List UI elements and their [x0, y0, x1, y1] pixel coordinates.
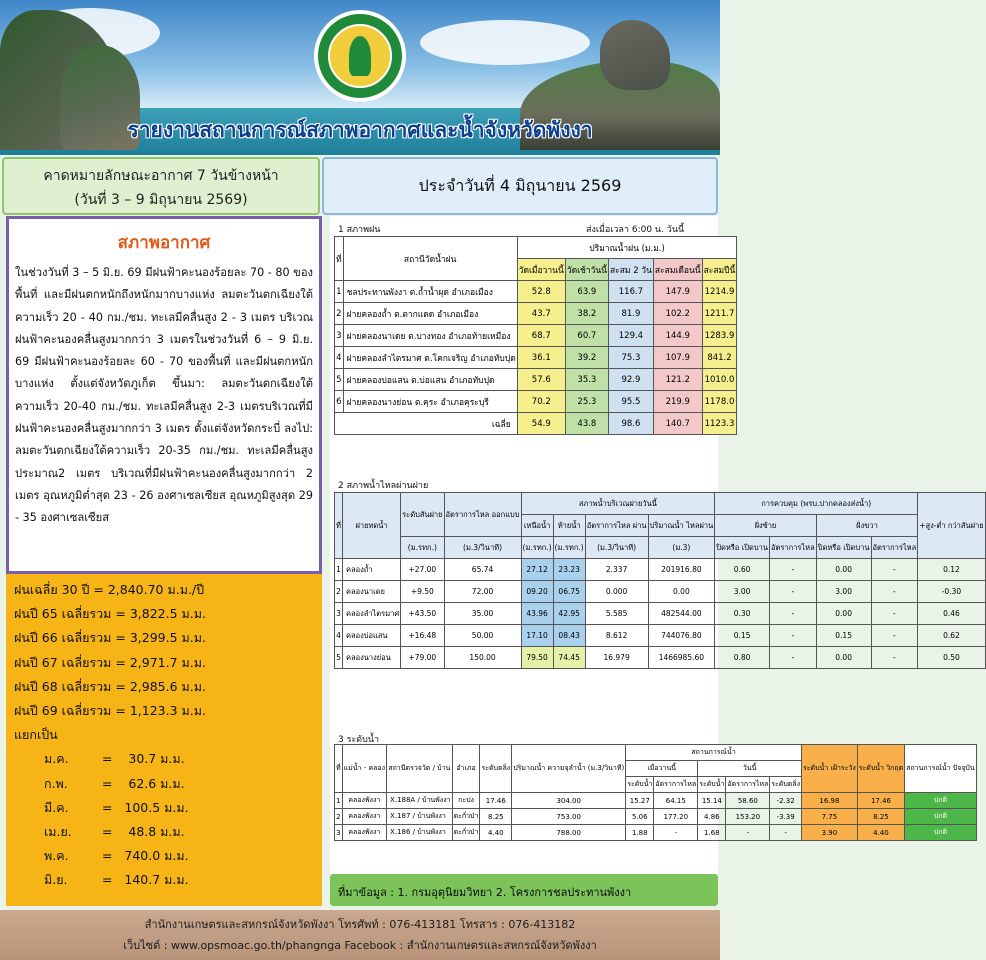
month-name: เม.ย. [44, 824, 72, 840]
col-right: ฝั่งขวา [816, 515, 918, 537]
col-lvl: ระดับน้ำ [698, 777, 726, 793]
cell-value: 177.20 [654, 809, 698, 825]
cell-value: 1178.0 [702, 391, 737, 413]
cell-value: - [770, 559, 817, 581]
cell-no: 2 [335, 809, 343, 825]
cell-no: 3 [335, 325, 344, 347]
cell-value: - [770, 647, 817, 669]
month-value: = 740.0 ม.ม. [102, 848, 189, 864]
cell-value: - [770, 625, 817, 647]
cell-value: +16.48 [401, 625, 444, 647]
cell-value: 0.000 [585, 581, 648, 603]
forecast-range: (วันที่ 3 – 9 มิถุนายน 2569) [74, 192, 248, 208]
col-bank: ระดับตลิ่ง [480, 745, 512, 793]
cell-value: 15.27 [626, 793, 654, 809]
cell-value: 144.9 [653, 325, 702, 347]
col-2day: สะสม 2 วัน [608, 259, 653, 281]
rainfall-30yr: ฝนเฉลี่ย 30 ปี = 2,840.70 ม.ม./ปี [14, 582, 205, 597]
cell-river: คลองพังงา [342, 825, 386, 841]
table-row [335, 303, 737, 325]
col-no: ที่ [335, 237, 344, 281]
cell-no: 3 [335, 825, 343, 841]
col-gate-left: ปิดหรือ เปิดบาน [715, 537, 770, 559]
col-today: วันนี้ [698, 761, 802, 777]
cell-station: X.188A / บ้านพังงา [387, 793, 453, 809]
col-down: ท้ายน้ำ [553, 515, 585, 537]
col-diff: +สูง-ต่ำ กว่าสันฝาย [918, 493, 985, 559]
cell-value: 15.14 [698, 793, 726, 809]
month-name: มี.ค. [44, 799, 69, 815]
rainfall-breakdown-label: แยกเป็น [14, 727, 58, 743]
col-flow-right: อัตราการไหล [871, 537, 918, 559]
report-date: ประจำวันที่ 4 มิถุนายน 2569 [418, 176, 622, 195]
cell-river: คลองพังงา [342, 793, 386, 809]
month-row-feb [14, 772, 314, 796]
col-volume: ปริมาณน้ำ ไหลผ่าน [648, 515, 715, 537]
cell-value: 201916.80 [648, 559, 715, 581]
cell-station: ชลประทานพังงา ต.ถ้ำน้ำผุด อำเภอเมือง [343, 281, 517, 303]
section-rainfall-label: 1 สภาพฝน [338, 225, 381, 235]
cell-value: - [770, 603, 817, 625]
cell-bank: 8.25 [480, 809, 512, 825]
col-yesterday: วัดเมื่อวานนี้ [517, 259, 565, 281]
col-no: ที่ [335, 745, 343, 793]
col-no: ที่ [335, 493, 343, 559]
cell-no: 1 [335, 559, 343, 581]
cell-capacity: 788.00 [512, 825, 626, 841]
cell-value: 79.50 [521, 647, 553, 669]
cell-value: 63.9 [565, 281, 608, 303]
footer-contact: สำนักงานเกษตรและสหกรณ์จังหวัดพังงา โทรศัพท์ : 076-413181 โทรสาร : 076-413182 [144, 918, 576, 931]
cell-value: - [871, 603, 918, 625]
cell-value: 65.74 [444, 559, 521, 581]
island-rock-image [600, 20, 670, 90]
cell-district: กะปง [452, 793, 480, 809]
cell-station: X.186 / บ้านพังงา [387, 825, 453, 841]
cell-no: 1 [335, 793, 343, 809]
month-name: ก.พ. [44, 775, 68, 791]
cell-value: 16.979 [585, 647, 648, 669]
table-row [335, 369, 737, 391]
cell-value: 1214.9 [702, 281, 737, 303]
cell-value: - [871, 581, 918, 603]
cell-value: +9.50 [401, 581, 444, 603]
cell-value: 1283.9 [702, 325, 737, 347]
unit-msl: (ม.รทก.) [553, 537, 585, 559]
cell-value: 1.88 [626, 825, 654, 841]
cell-capacity: 304.00 [512, 793, 626, 809]
cell-average-label: เฉลี่ย [335, 413, 518, 435]
rainfall-y65: ฝนปี 65 เฉลี่ยรวม = 3,822.5 ม.ม. [14, 606, 206, 622]
cell-value: 08.43 [553, 625, 585, 647]
rainfall-y67: ฝนปี 67 เฉลี่ยรวม = 2,971.7 ม.ม. [14, 654, 206, 670]
cell-value: 17.10 [521, 625, 553, 647]
col-left: ฝั่งซ้าย [715, 515, 817, 537]
cell-average: 43.8 [565, 413, 608, 435]
cell-value: 25.3 [565, 391, 608, 413]
cell-value: 0.50 [918, 647, 985, 669]
col-crisis: ระดับน้ำ วิกฤต [857, 745, 904, 793]
cell-value: - [654, 825, 698, 841]
cell-station: ฝายคลองถ้ำ ต.ตากแดด อำเภอเมือง [343, 303, 517, 325]
cell-value: 06.75 [553, 581, 585, 603]
table-row [335, 793, 977, 809]
cell-value: 1010.0 [702, 369, 737, 391]
rainfall-y68: ฝนปี 68 เฉลี่ยรวม = 2,985.6 ม.ม. [14, 678, 206, 694]
weir-table [334, 492, 986, 669]
col-flow-left: อัตราการไหล [770, 537, 817, 559]
cell-value: 3.90 [802, 825, 858, 841]
month-row-jan [14, 747, 314, 771]
cell-weir: คลองบ่อแสน [342, 625, 400, 647]
footer-website: เว็บไซต์ : www.opsmoac.go.th/phangnga Facebook : สำนักงานเกษตรและสหกรณ์จังหวัดพังงา [123, 939, 597, 952]
cell-station: ฝายคลองบ่อแสน ต.บ่อแสน อำเภอทับปุด [343, 369, 517, 391]
cell-weir: คลองถ้ำ [342, 559, 400, 581]
cell-value: 8.612 [585, 625, 648, 647]
cell-value: 16.98 [802, 793, 858, 809]
month-row-apr [14, 820, 314, 844]
month-name: ม.ค. [44, 751, 69, 767]
cell-value: 5.06 [626, 809, 654, 825]
cell-value: 0.46 [918, 603, 985, 625]
report-date-box [322, 157, 718, 215]
cell-value: 0.15 [816, 625, 871, 647]
cell-value: 116.7 [608, 281, 653, 303]
cell-no: 2 [335, 303, 344, 325]
month-value: = 100.5 ม.ม. [102, 799, 189, 815]
col-crest: ระดับสันฝาย [401, 493, 444, 537]
cell-value: 8.25 [857, 809, 904, 825]
cell-capacity: 753.00 [512, 809, 626, 825]
header-banner [0, 0, 720, 155]
seal-figure [349, 36, 371, 76]
forecast-title: คาดหมายลักษณะอากาศ 7 วันข้างหน้า [43, 168, 279, 184]
cell-value: 482544.00 [648, 603, 715, 625]
col-station: สถานีวัดน้ำฝน [343, 237, 517, 281]
cell-station: X.187 / บ้านพังงา [387, 809, 453, 825]
cell-no: 3 [335, 603, 343, 625]
cell-value: 60.7 [565, 325, 608, 347]
cell-value: 0.30 [715, 603, 770, 625]
cell-value: -2.32 [770, 793, 802, 809]
status-badge: ปกติ [905, 793, 976, 809]
cell-district: ตะกั่วป่า [452, 825, 480, 841]
cell-no: 2 [335, 581, 343, 603]
cell-value: 0.12 [918, 559, 985, 581]
col-design: อัตราการไหล ออกแบบ [444, 493, 521, 537]
cell-average: 140.7 [653, 413, 702, 435]
month-value: = 30.7 ม.ม. [102, 751, 185, 767]
cell-average: 98.6 [608, 413, 653, 435]
cell-value: 4.40 [857, 825, 904, 841]
cell-value: 3.00 [816, 581, 871, 603]
cell-value: 0.62 [918, 625, 985, 647]
cell-value: 0.00 [816, 559, 871, 581]
cell-station: ฝายคลองนางย่อน ต.คุระ อำเภอคุระบุรี [343, 391, 517, 413]
cell-value: +43.50 [401, 603, 444, 625]
cell-value: 23.23 [553, 559, 585, 581]
cell-value: - [770, 825, 802, 841]
cell-value: 09.20 [521, 581, 553, 603]
cell-value: 0.80 [715, 647, 770, 669]
table-row [335, 625, 986, 647]
unit-msl: (ม.รทก.) [521, 537, 553, 559]
cell-value: 121.2 [653, 369, 702, 391]
data-source-note: ที่มาข้อมูล : 1. กรมอุตุนิยมวิทยา 2. โครงการชลประทานพังงา [330, 874, 718, 906]
month-value: = 140.7 ม.ม. [102, 872, 189, 888]
table-row [335, 347, 737, 369]
cell-value: 219.9 [653, 391, 702, 413]
table-row [335, 825, 977, 841]
month-name: มิ.ย. [44, 872, 68, 888]
month-value: = 48.8 ม.ม. [102, 824, 185, 840]
table-row [335, 391, 737, 413]
cell-average: 54.9 [517, 413, 565, 435]
cell-no: 4 [335, 625, 343, 647]
cell-station: ฝายคลองนาเดย ต.บางทอง อำเภอท้ายเหมือง [343, 325, 517, 347]
page-title: รายงานสถานการณ์สภาพอากาศและน้ำจังหวัดพังงา [127, 117, 593, 142]
col-yesterday: เมื่อวานนี้ [626, 761, 698, 777]
cell-value: 0.60 [715, 559, 770, 581]
col-lvl: ระดับน้ำ [626, 777, 654, 793]
cell-value: - [770, 581, 817, 603]
table-row [335, 603, 986, 625]
cell-value: 744076.80 [648, 625, 715, 647]
rainfall-y66: ฝนปี 66 เฉลี่ยรวม = 3,299.5 ม.ม. [14, 630, 206, 646]
cell-value: 153.20 [726, 809, 770, 825]
cell-value: - [726, 825, 770, 841]
cloud-decoration [420, 20, 590, 65]
cell-weir: คลองลำไตรมาศ [342, 603, 400, 625]
cell-value: 7.75 [802, 809, 858, 825]
cell-value: 58.60 [726, 793, 770, 809]
cell-value: 39.2 [565, 347, 608, 369]
seal-inner [328, 24, 392, 88]
month-value: = 62.6 ม.ม. [102, 775, 185, 791]
cell-value: 841.2 [702, 347, 737, 369]
data-tables-panel [330, 216, 984, 906]
cell-value: 43.96 [521, 603, 553, 625]
cell-value: 0.00 [648, 581, 715, 603]
col-month: สะสมเดือนนี้ [653, 259, 702, 281]
cell-value: -3.39 [770, 809, 802, 825]
sent-time: ส่งเมื่อเวลา 6:00 น. วันนี้ [586, 225, 685, 235]
cell-weir: คลองนาเดย [342, 581, 400, 603]
cell-value: 0.00 [816, 603, 871, 625]
cell-value: 2.337 [585, 559, 648, 581]
cell-value: -0.30 [918, 581, 985, 603]
cell-value: +79.00 [401, 647, 444, 669]
cell-value: 50.00 [444, 625, 521, 647]
col-bank-diff: ระดับตลิ่ง [770, 777, 802, 793]
col-today-group: สภาพน้ำบริเวณฝายวันนี้ [521, 493, 715, 515]
col-level-group: สถานการณ์น้ำ [626, 745, 802, 761]
cell-value: 150.00 [444, 647, 521, 669]
section-level-label: 3 ระดับน้ำ [338, 735, 380, 745]
cell-value: 1211.7 [702, 303, 737, 325]
cell-value: - [871, 647, 918, 669]
rainfall-table [334, 236, 737, 435]
weather-box [6, 216, 322, 574]
cell-value: 1.68 [698, 825, 726, 841]
cell-value: 42.95 [553, 603, 585, 625]
unit-cms: (ม.3/วินาที) [585, 537, 648, 559]
month-row-jun [14, 868, 314, 892]
cell-value: 70.2 [517, 391, 565, 413]
rainfall-summary-box [6, 574, 322, 906]
cell-value: 1466985.60 [648, 647, 715, 669]
table-row [335, 581, 986, 603]
cell-value: 95.5 [608, 391, 653, 413]
unit-cms: (ม.3/วินาที) [444, 537, 521, 559]
cell-value: 52.8 [517, 281, 565, 303]
cell-value: 43.7 [517, 303, 565, 325]
col-alert: ระดับน้ำ เฝ้าระวัง [802, 745, 858, 793]
cell-no: 6 [335, 391, 344, 413]
cell-value: 68.7 [517, 325, 565, 347]
cell-value: 129.4 [608, 325, 653, 347]
col-station: สถานีตรวจวัด / บ้าน [387, 745, 453, 793]
cell-value: 0.00 [816, 647, 871, 669]
cell-value: 38.2 [565, 303, 608, 325]
cell-weir: คลองนางย่อน [342, 647, 400, 669]
table-row [335, 281, 737, 303]
month-row-may [14, 844, 314, 868]
unit-msl: (ม.รทก.) [401, 537, 444, 559]
status-badge: ปกติ [905, 825, 976, 841]
cell-no: 5 [335, 369, 344, 391]
col-control-group: การควบคุม (พรบ.ปากคลองส่งน้ำ) [715, 493, 918, 515]
table-row [335, 559, 986, 581]
cell-bank: 17.46 [480, 793, 512, 809]
cell-value: +27.00 [401, 559, 444, 581]
cell-value: 92.9 [608, 369, 653, 391]
cell-value: - [871, 625, 918, 647]
col-weir: ฝายทดน้ำ [342, 493, 400, 559]
col-rate: อัตราการไหล ผ่าน [585, 515, 648, 537]
cell-river: คลองพังงา [342, 809, 386, 825]
cell-station: ฝายคลองลำไตรมาศ ต.โคกเจริญ อำเภอทับปุด [343, 347, 517, 369]
col-district: อำเภอ [452, 745, 480, 793]
cell-value: 102.2 [653, 303, 702, 325]
cell-value: 57.6 [517, 369, 565, 391]
col-rate: อัตราการไหล [726, 777, 770, 793]
section-weir-label: 2 สภาพน้ำไหลผ่านฝาย [338, 481, 429, 491]
cell-value: 74.45 [553, 647, 585, 669]
cell-value: 35.00 [444, 603, 521, 625]
cell-value: 147.9 [653, 281, 702, 303]
table-row [335, 809, 977, 825]
cell-value: 35.3 [565, 369, 608, 391]
col-up: เหนือน้ำ [521, 515, 553, 537]
col-status: สถานการณ์น้ำ ปัจจุบัน [905, 745, 976, 793]
cell-value: 4.86 [698, 809, 726, 825]
forecast-box [2, 157, 320, 215]
cell-value: 5.585 [585, 603, 648, 625]
unit-cm: (ม.3) [648, 537, 715, 559]
col-year: สะสมปีนี้ [702, 259, 737, 281]
month-row-mar [14, 796, 314, 820]
cell-average: 1123.3 [702, 413, 737, 435]
col-gate-right: ปิดหรือ เปิดบาน [816, 537, 871, 559]
col-group-rain: ปริมาณน้ำฝน (ม.ม.) [517, 237, 737, 259]
cell-district: ตะกั่วป่า [452, 809, 480, 825]
col-river: แม่น้ำ - คลอง [342, 745, 386, 793]
ministry-seal-icon [314, 10, 406, 102]
cell-value: 0.15 [715, 625, 770, 647]
col-today: วัดเช้าวันนี้ [565, 259, 608, 281]
cell-value: - [871, 559, 918, 581]
footer [0, 910, 720, 960]
cell-no: 4 [335, 347, 344, 369]
cell-bank: 4.40 [480, 825, 512, 841]
water-level-table [334, 744, 977, 841]
cell-value: 107.9 [653, 347, 702, 369]
table-row [335, 325, 737, 347]
month-name: พ.ค. [44, 848, 69, 864]
rainfall-y69: ฝนปี 69 เฉลี่ยรวม = 1,123.3 ม.ม. [14, 703, 206, 719]
cell-value: 3.00 [715, 581, 770, 603]
table-row-average [335, 413, 737, 435]
cell-value: 72.00 [444, 581, 521, 603]
cell-value: 36.1 [517, 347, 565, 369]
cell-value: 81.9 [608, 303, 653, 325]
cell-value: 27.12 [521, 559, 553, 581]
col-capacity: ปริมาณน้ำ ความจุลำน้ำ (ม.3/วินาที) [512, 745, 626, 793]
status-badge: ปกติ [905, 809, 976, 825]
cell-value: 64.15 [654, 793, 698, 809]
weather-description: ในช่วงวันที่ 3 – 5 มิ.ย. 69 มีฝนฟ้าคะนองร้อยละ 70 - 80 ของพื้นที่ และมีฝนตกหนักถึงหนักมากบางแห่ง ลมตะวันตกเฉียงใต้ ความเร็ว 20 - 40 กม./ชม. ทะเลมีคลื่นสูง 2 - 3 เมตร บริเวณฝนฟ้าคะนองคลื่นสูงมากกว่า 3 เมตรในช่วงวันที่ 6 – 9 มิ.ย. 69 มีฝนฟ้าคะนองร้อยละ 60 - 70 ของพื้นที่ และมีฝนตกหนักบางแห่ง ตั้งแต่จังหวัดภูเก็ต ขึ้นมา: ลมตะวันตกเฉียงใต้ความเร็ว 20-40 กม./ชม. ทะเลมีคลื่นสูง 2-3 เมตรบริเวณที่มีฝนฟ้าคะนองคลื่นสูงมากกว่า 3 เมตร ตั้งแต่จังหวัดกระบี่ ลงไป: ลมตะวันตกเฉียงใต้ความเร็ว 20-35 กม./ชม. ทะเลมีคลื่นสูงประมาณ2 เมตร บริเวณที่มีฝนฟ้าคะนองคลื่นสูงมากกว่า 2 เมตร อุณหภูมิต่ำสุด 23 - 26 องศาเซลเซียส อุณหภูมิสูงสุด 29 - 35 องศาเซลเซียส [15, 266, 314, 525]
cell-value: 17.46 [857, 793, 904, 809]
cell-no: 1 [335, 281, 344, 303]
col-rate: อัตราการไหล [654, 777, 698, 793]
cell-no: 5 [335, 647, 343, 669]
weather-title: สภาพอากาศ [117, 233, 211, 253]
table-row [335, 647, 986, 669]
cell-value: 75.3 [608, 347, 653, 369]
